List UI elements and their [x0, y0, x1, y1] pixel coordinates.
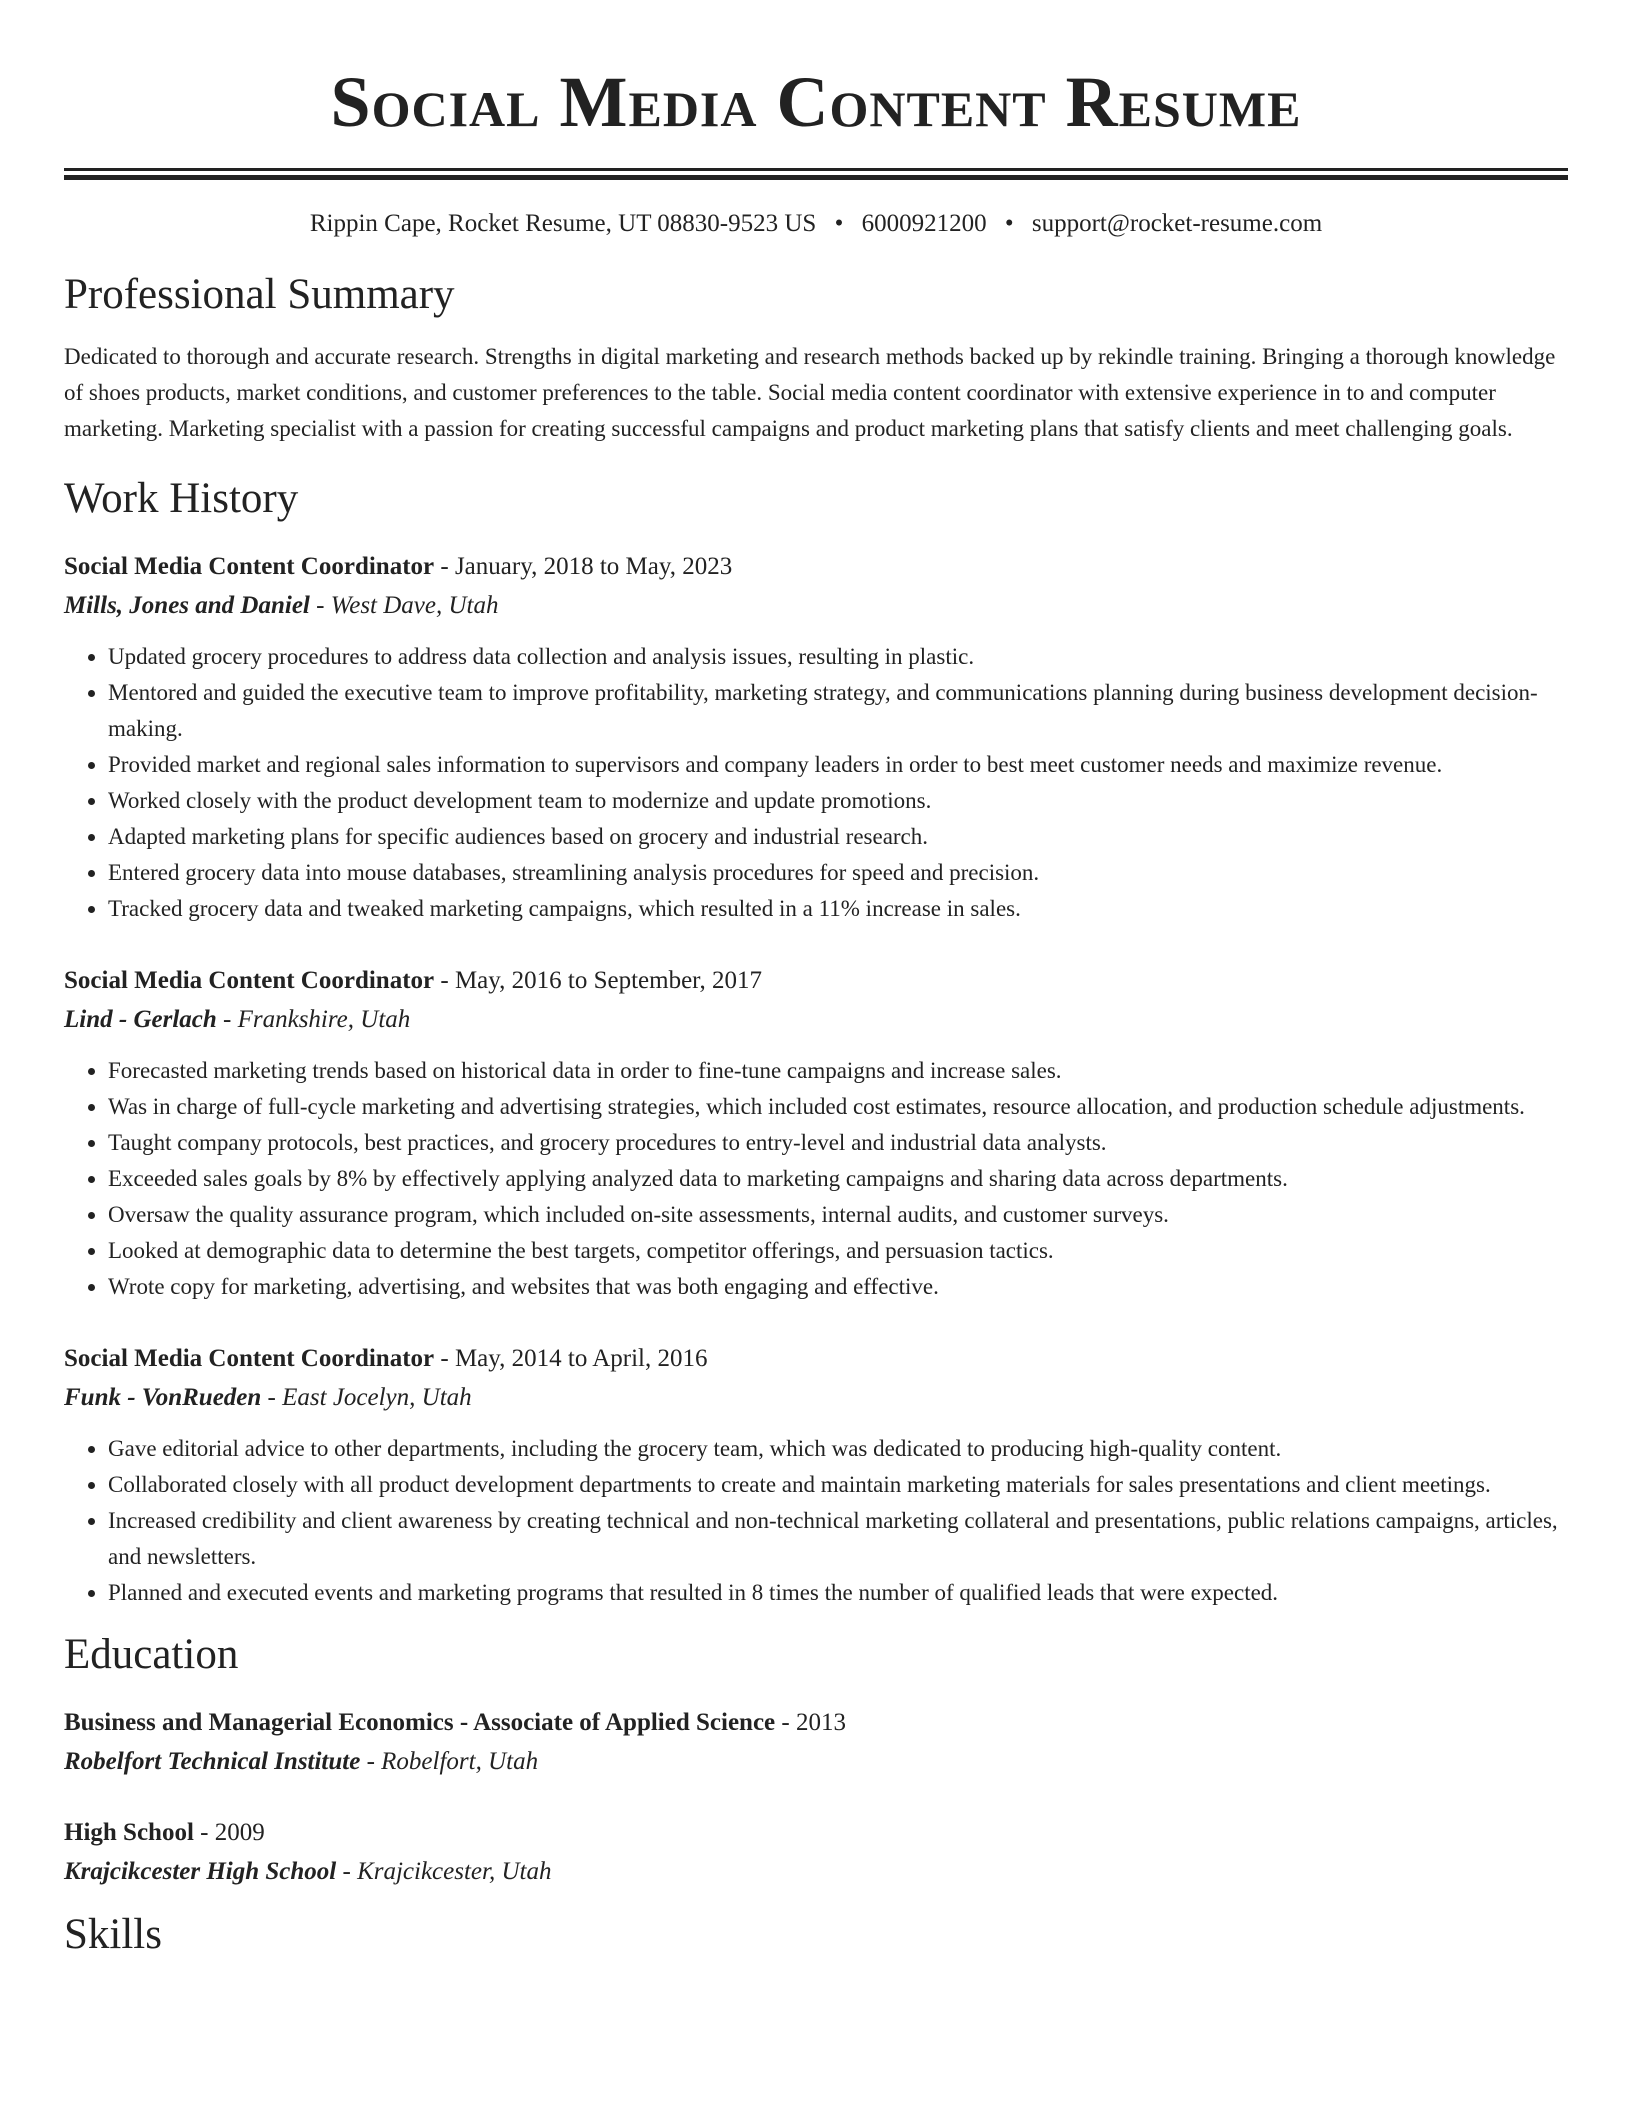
dash: -	[775, 1709, 796, 1736]
job-company-line	[64, 1000, 1568, 1039]
education-school-line	[64, 1852, 1568, 1891]
summary-text: Dedicated to thorough and accurate research. Strengths in digital marketing and research methods backed up by rekindle training. Bringing a thorough knowledge of shoes products, market conditions, and customer preferences to the table. Social media content coordinator with extensive experience in to and computer marketing. Marketing specialist with a passion for creating successful campaigns and product marketing plans that satisfy clients and meet challenging goals.	[64, 344, 1556, 441]
dash: -	[216, 1006, 238, 1033]
contact-phone: 6000921200	[861, 210, 987, 237]
job-title: Social Media Content Coordinator	[64, 1345, 435, 1372]
job-company-line	[64, 1378, 1568, 1417]
job-title-line	[64, 961, 1568, 1000]
contact-line	[64, 207, 1568, 241]
job-company: Funk - VonRueden	[64, 1384, 262, 1411]
education-heading: Education	[64, 1631, 239, 1678]
education-year: 2013	[795, 1709, 846, 1736]
job-title: Social Media Content Coordinator	[64, 967, 435, 994]
contact-separator: •	[834, 210, 844, 237]
dash: -	[434, 967, 455, 994]
job-bullet: • Collaborated closely with all product development departments to create and maintain marketing materials for sales presentations and client meetings.	[108, 1467, 1568, 1503]
education-entry	[64, 1813, 1568, 1891]
contact-email: support@rocket-resume.com	[1031, 210, 1323, 237]
job-bullet: • Wrote copy for marketing, advertising, and websites that was both engaging and effective.	[108, 1269, 1568, 1305]
job-bullet: • Was in charge of full-cycle marketing and advertising strategies, which included cost estimates, resource allocation, and production schedule adjustments.	[108, 1089, 1568, 1125]
job-bullet: • Gave editorial advice to other departments, including the grocery team, which was dedicated to producing high-quality content.	[108, 1431, 1568, 1467]
title-divider	[64, 168, 1568, 171]
job-bullet: • Forecasted marketing trends based on historical data in order to fine-tune campaigns and increase sales.	[108, 1053, 1568, 1089]
education-degree: High School	[64, 1819, 194, 1846]
job-bullet: • Provided market and regional sales information to supervisors and company leaders in order to best meet customer needs and maximize revenue.	[108, 747, 1568, 783]
education-school-line	[64, 1742, 1568, 1781]
job-bullet: • Planned and executed events and marketing programs that resulted in 8 times the number of qualified leads that were expected.	[108, 1575, 1568, 1611]
dash: -	[360, 1748, 382, 1775]
summary-heading: Professional Summary	[64, 271, 455, 318]
education-year: 2009	[214, 1819, 265, 1846]
job-title: Social Media Content Coordinator	[64, 553, 435, 580]
job-title-line	[64, 1339, 1568, 1378]
job-location: Frankshire, Utah	[237, 1006, 411, 1033]
education-degree-line	[64, 1813, 1568, 1852]
job-entry	[64, 547, 1568, 927]
dash: -	[434, 553, 455, 580]
job-entry	[64, 961, 1568, 1305]
education-school: Robelfort Technical Institute	[64, 1748, 361, 1775]
job-bullet: • Increased credibility and client awareness by creating technical and non-technical marketing collateral and presentations, public relations campaigns, articles, and newsletters.	[108, 1503, 1568, 1575]
contact-separator: •	[1004, 210, 1014, 237]
work-history-heading: Work History	[64, 475, 299, 522]
dash: -	[193, 1819, 215, 1846]
job-company: Mills, Jones and Daniel	[64, 592, 310, 619]
job-bullet: • Worked closely with the product development team to modernize and update promotions.	[108, 783, 1568, 819]
job-bullet: • Looked at demographic data to determine the best targets, competitor offerings, and persuasion tactics.	[108, 1233, 1568, 1269]
education-degree-line	[64, 1703, 1568, 1742]
job-bullet: • Mentored and guided the executive team to improve profitability, marketing strategy, and communications planning during business development decision-making.	[108, 675, 1568, 747]
contact-address: Rippin Cape, Rocket Resume, UT 08830-9523 US	[309, 210, 817, 237]
job-bullets	[64, 1053, 1568, 1305]
job-entry	[64, 1339, 1568, 1611]
education-location: Krajcikcester, Utah	[357, 1858, 552, 1885]
education-school: Krajcikcester High School	[64, 1858, 337, 1885]
job-bullet: • Exceeded sales goals by 8% by effectively applying analyzed data to marketing campaigns and sharing data across departments.	[108, 1161, 1568, 1197]
job-dates: May, 2014 to April, 2016	[454, 1345, 708, 1372]
job-bullets	[64, 1431, 1568, 1611]
job-company-line	[64, 586, 1568, 625]
education-degree: Business and Managerial Economics - Associate of Applied Science	[64, 1709, 776, 1736]
job-dates: January, 2018 to May, 2023	[454, 553, 733, 580]
resume-title: Social Media Content Resume	[330, 62, 1302, 142]
job-bullet: • Tracked grocery data and tweaked marketing campaigns, which resulted in a 11% increase in sales.	[108, 891, 1568, 927]
job-location: East Jocelyn, Utah	[282, 1384, 472, 1411]
job-bullet: • Adapted marketing plans for specific audiences based on grocery and industrial research.	[108, 819, 1568, 855]
job-bullets	[64, 639, 1568, 927]
dash: -	[336, 1858, 358, 1885]
education-location: Robelfort, Utah	[381, 1748, 539, 1775]
job-bullet: • Taught company protocols, best practices, and grocery procedures to entry-level and industrial data analysts.	[108, 1125, 1568, 1161]
dash: -	[261, 1384, 283, 1411]
job-bullet: • Entered grocery data into mouse databases, streamlining analysis procedures for speed and precision.	[108, 855, 1568, 891]
job-bullet: • Oversaw the quality assurance program, which included on-site assessments, internal audits, and customer surveys.	[108, 1197, 1568, 1233]
job-location: West Dave, Utah	[330, 592, 499, 619]
dash: -	[309, 592, 331, 619]
dash: -	[434, 1345, 455, 1372]
education-entry	[64, 1703, 1568, 1781]
job-company: Lind - Gerlach	[64, 1006, 217, 1033]
job-title-line	[64, 547, 1568, 586]
job-dates: May, 2016 to September, 2017	[454, 967, 763, 994]
job-bullet: • Updated grocery procedures to address data collection and analysis issues, resulting in plastic.	[108, 639, 1568, 675]
skills-heading: Skills	[64, 1911, 162, 1958]
